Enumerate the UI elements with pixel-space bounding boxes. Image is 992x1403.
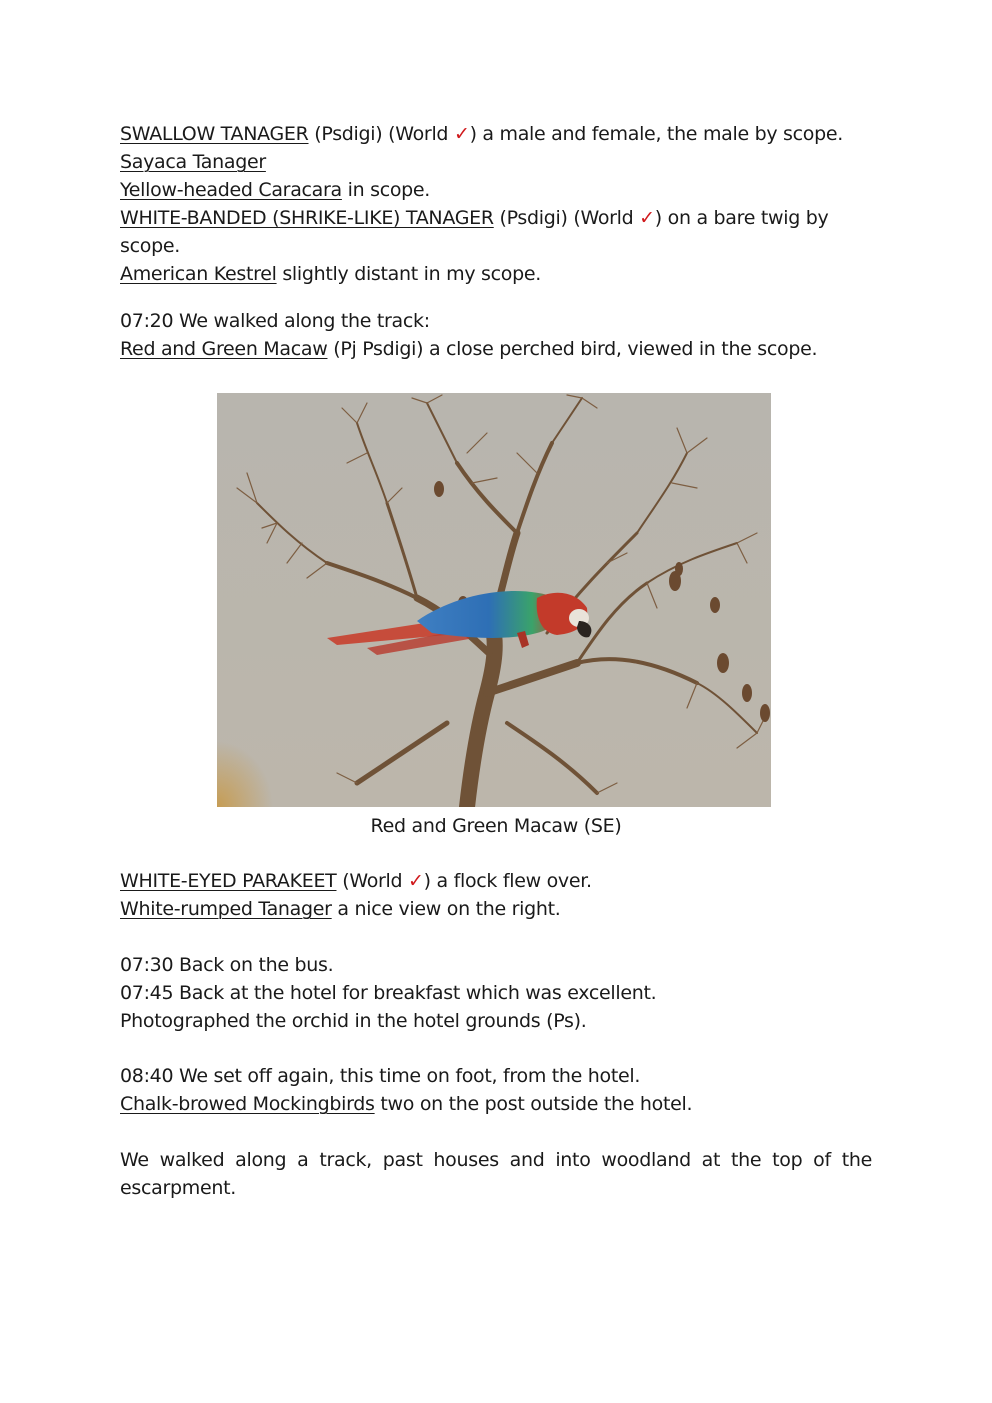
species-name: SWALLOW TANAGER [120, 123, 309, 145]
species-name: WHITE-BANDED (SHRIKE-LIKE) TANAGER [120, 207, 494, 229]
entry-red-and-green-macaw: Red and Green Macaw (Pj Psdigi) a close perched bird, viewed in the scope. [120, 338, 818, 360]
entry-white-banded-tanager: WHITE-BANDED (SHRIKE-LIKE) TANAGER (Psdigi) (World ✓) on a bare twig by scope. [120, 207, 829, 257]
time-0730: 07:30 Back on the bus. [120, 954, 334, 976]
time-0720: 07:20 We walked along the track: [120, 310, 430, 332]
entry-yellow-headed-caracara: Yellow-headed Caracara in scope. [120, 179, 431, 201]
entry-white-rumped-tanager: White-rumped Tanager a nice view on the right. [120, 898, 561, 920]
closing-paragraph: We walked along a track, past houses and into woodland at the top of the escarpment. [120, 1149, 872, 1199]
species-name: Yellow-headed Caracara [120, 179, 342, 201]
species-name: American Kestrel [120, 263, 277, 285]
entry-chalk-browed-mockingbirds: Chalk-browed Mockingbirds two on the post outside the hotel. [120, 1093, 693, 1115]
photo-caption: Red and Green Macaw (SE) [370, 815, 622, 837]
tick-icon: ✓ [453, 123, 470, 145]
entry-american-kestrel: American Kestrel slightly distant in my scope. [120, 263, 541, 285]
species-name: White-rumped Tanager [120, 898, 332, 920]
tick-icon: ✓ [639, 207, 655, 229]
entry-swallow-tanager: SWALLOW TANAGER (Psdigi) (World ✓) a male and female, the male by scope. [120, 123, 844, 145]
macaw-photo-image [217, 393, 771, 807]
species-name: Chalk-browed Mockingbirds [120, 1093, 375, 1115]
species-name: Red and Green Macaw [120, 338, 328, 360]
time-0840: 08:40 We set off again, this time on foot, from the hotel. [120, 1065, 641, 1087]
species-name: WHITE-EYED PARAKEET [120, 870, 337, 892]
species-name: Sayaca Tanager [120, 151, 266, 173]
time-0745: 07:45 Back at the hotel for breakfast which was excellent. [120, 982, 657, 1004]
entry-white-eyed-parakeet: WHITE-EYED PARAKEET (World ✓) a flock flew over. [120, 870, 592, 892]
entry-sayaca-tanager [120, 148, 872, 176]
tick-icon: ✓ [408, 870, 424, 892]
document-page [120, 120, 872, 1202]
macaw-photo [217, 393, 771, 807]
orchid-note: Photographed the orchid in the hotel grounds (Ps). [120, 1010, 587, 1032]
